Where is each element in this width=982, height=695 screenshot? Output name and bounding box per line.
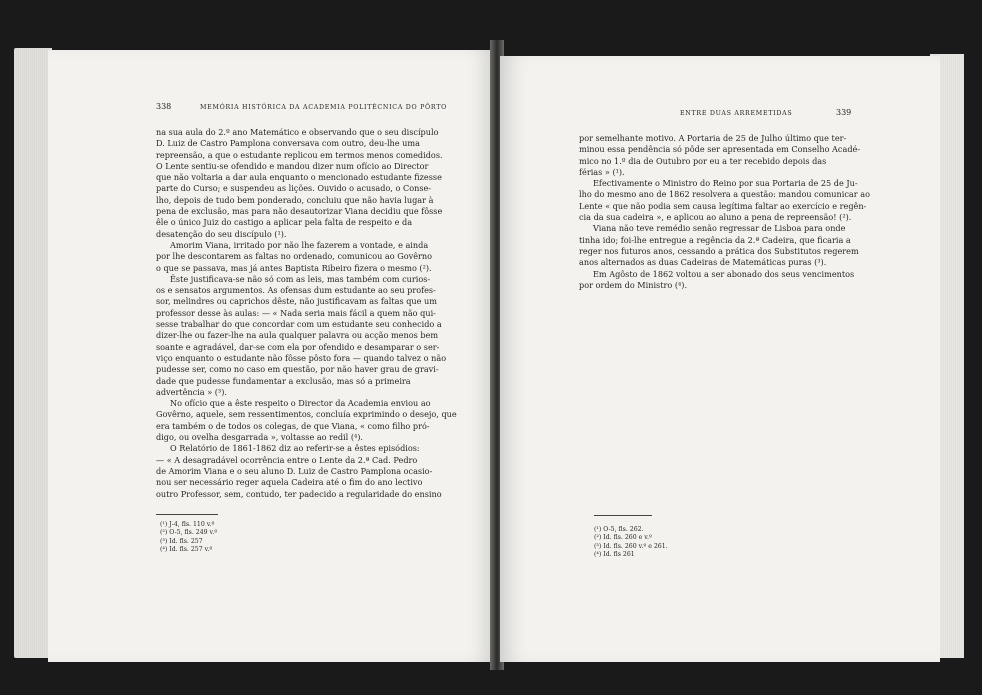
text-line: lho, depois de tudo bem ponderado, concluiu que não havia lugar à [156, 194, 434, 205]
text-line: era também o de todos os colegas, de que Viana, « como filho pró- [156, 420, 430, 431]
footnote: (⁴) Id. fls 261 [594, 551, 635, 559]
text-line: D. Luiz de Castro Pamplona conversava com outro, deu-lhe uma [156, 138, 420, 149]
text-line: que não voltaria a dar aula enquanto o mencionado estudante fizesse [156, 172, 442, 183]
footnote: (²) Id. fls. 260 e v.º [594, 534, 652, 542]
left-footnotes [160, 521, 217, 555]
text-line: digo, ou ovelha desgarrada », voltasse ao redil (⁴). [156, 432, 364, 443]
text-line: — « A desagradável ocorrência entre o Lente da 2.ª Cad. Pedro [156, 454, 418, 465]
text-line: tinha ido; foi-lhe entregue a regência da 2.ª Cadeira, que ficaria a [579, 234, 851, 245]
left-page-number: 338 [156, 102, 172, 111]
text-line: sesse trabalhar do que concordar com um estudante seu conhecido a [156, 319, 442, 330]
text-line: os e sensatos argumentos. As ofensas dum estudante ao seu profes- [156, 285, 436, 296]
text-line: sor, melindres ou caprichos dêste, não justificavam as faltas que um [156, 296, 437, 307]
text-line: soante e agradável, dar-se com ela por ofendido e desamparar o ser- [156, 341, 440, 352]
footnote: (¹) J-4, fls. 110 v.º [160, 521, 215, 528]
text-line: êle o único Juiz do castigo a aplicar pela falta de respeito e da [156, 217, 413, 228]
text-line: parte do Curso; e suspendeu as lições. Ouvido o acusado, o Conse- [156, 183, 432, 194]
right-page [500, 56, 940, 662]
text-line: O Lente sentiu-se ofendido e mandou dizer num ofício ao Director [156, 160, 429, 171]
text-line: por lhe descontarem as faltas no ordenado, comunicou ao Govêrno [156, 251, 433, 262]
text-line: Govêrno, aquele, sem ressentimentos, concluía exprimindo o desejo, que [156, 409, 457, 420]
text-line: Viana não teve remédio senão regressar de Lisboa para onde [593, 223, 846, 234]
text-line: advertência » (³). [156, 386, 227, 397]
text-line: cia da sua cadeira », e aplicou ao aluno a pena de repreensão! (²). [579, 212, 852, 223]
text-line: O Relatório de 1861-1862 diz ao referir-se a êstes episódios: [170, 443, 420, 454]
right-footnotes [594, 526, 668, 560]
text-line: por semelhante motivo. A Portaria de 25 de Julho último que ter- [579, 133, 847, 143]
text-line: mico no 1.º dia de Outubro por eu a ter recebido depois das [579, 155, 827, 166]
text-line: por ordem do Ministro (⁴). [579, 279, 688, 290]
footnote: (³) Id. fls. 257 [160, 537, 203, 545]
text-line: na sua aula do 2.º ano Matemático e observando que o seu discípulo [156, 127, 439, 137]
text-line: Êste justificava-se não só com as leis, mas também com curios- [170, 273, 431, 284]
right-running-head: ENTRE DUAS ARREMETIDAS [680, 110, 793, 117]
left-body-text [156, 127, 457, 500]
text-line: No ofício que a êste respeito o Director da Academia enviou ao [170, 398, 431, 409]
text-line: desatenção do seu discípulo (¹). [156, 228, 287, 239]
footnote-rule [156, 514, 218, 515]
text-line: Lente « que não podia sem causa legítima faltar ao exercício e regên- [579, 200, 867, 211]
text-line: dade que pudesse fundamentar a exclusão, mas só a primeira [156, 375, 411, 386]
text-line: Efectivamente o Ministro do Reino por sua Portaria de 25 de Ju- [593, 178, 858, 189]
text-line: dizer-lhe ou fazer-lhe na aula qualquer palavra ou acção menos bem [156, 330, 439, 341]
text-line: pena de exclusão, mas para não desautorizar Viana decidiu que fôsse [156, 206, 443, 217]
right-body-text [579, 133, 870, 291]
text-line: outro Professor, sem, contudo, ter padecido a regularidade do ensino [156, 488, 442, 499]
footnote-rule [594, 515, 652, 516]
text-line: lho do mesmo ano de 1862 resolvera a questão: mandou comunicar ao [579, 189, 870, 200]
text-line: repreensão, a que o estudante replicou em termos menos comedidos. [156, 149, 443, 160]
text-line: Em Agôsto de 1862 voltou a ser abonado dos seus vencimentos [593, 268, 855, 279]
right-page-number: 339 [836, 108, 852, 117]
left-page-edges [14, 48, 52, 658]
footnote: (²) O-5, fls. 249 v.º [160, 529, 218, 537]
text-line: viço enquanto o estudante não fôsse pôsto fora — quando talvez o não [156, 352, 447, 363]
footnote: (⁴) Id. fls. 257 v.º [160, 546, 213, 554]
text-line: Amorim Viana, irritado por não lhe fazerem a vontade, e ainda [170, 239, 429, 250]
left-running-head: MEMÓRIA HISTÓRICA DA ACADEMIA POLITÉCNICA DO PÔRTO [200, 104, 447, 111]
text-line: minou essa pendência só pôde ser apresentada em Conselho Acadé- [579, 144, 861, 155]
text-line: pudesse ser, como no caso em questão, por não haver grau de gravi- [156, 364, 439, 375]
footnote: (¹) O-5, fls. 262. [594, 526, 644, 533]
left-page [48, 50, 494, 662]
text-line: de Amorim Viana e o seu aluno D. Luiz de Castro Pamplona ocasio- [156, 465, 433, 476]
text-line: o que se passava, mas já antes Baptista Ribeiro fizera o mesmo (²). [156, 262, 432, 273]
text-line: nou ser necessário reger aquela Cadeira até o fim do ano lectivo [156, 477, 423, 488]
text-line: férias » (¹). [579, 166, 625, 177]
text-line: professor desse às aulas: — « Nada seria mais fácil a quem não qui- [156, 307, 436, 318]
text-line: reger nos futuros anos, cessando a prática dos Substitutos regerem [579, 245, 859, 256]
text-line: anos alternados as duas Cadeiras de Matemáticas puras (³). [579, 257, 827, 268]
footnote: (³) Id. fls. 260 v.º e 261. [594, 542, 668, 550]
